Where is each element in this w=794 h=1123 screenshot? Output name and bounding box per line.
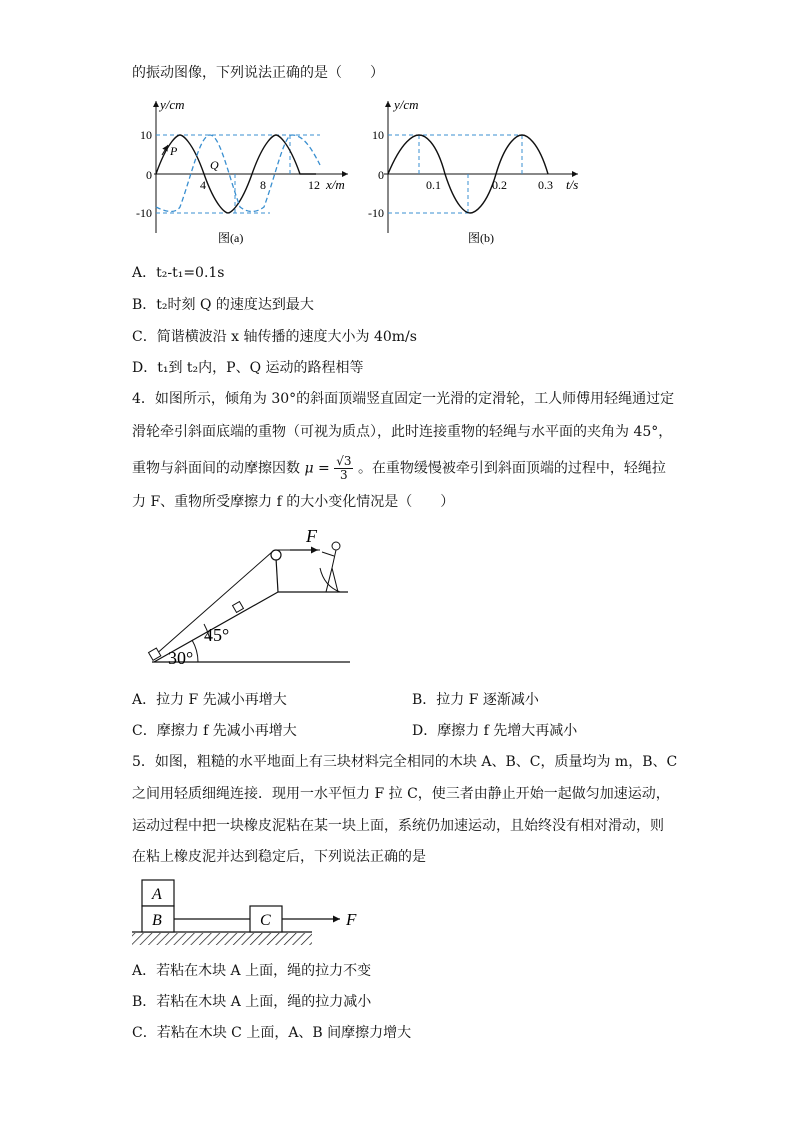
incline-pulley-figure [140, 528, 360, 673]
graph-b-ytick-neg10: -10 [368, 206, 384, 220]
graph-b-xtick-01: 0.1 [426, 178, 441, 192]
q4-line-3-pre: 重物与斜面间的动摩擦因数 [132, 460, 300, 477]
graph-a-ytick-0: 0 [146, 168, 152, 182]
graph-a-xtick-8: 8 [260, 178, 266, 192]
q5-line-4: 在粘上橡皮泥并达到稳定后，下列说法正确的是 [132, 849, 426, 865]
fraction-denominator: 3 [340, 468, 348, 482]
q4-option-a: A．拉力 F 先减小再增大 [132, 692, 287, 708]
pulley-icon [271, 550, 281, 560]
q4-line-1: 4．如图所示，倾角为 30°的斜面顶端竖直固定一光滑的定滑轮，工人师傅用轻绳通过定 [132, 391, 675, 407]
q5-line-1: 5．如图，粗糙的水平地面上有三块材料完全相同的木块 A、B、C，质量均为 m，B、C [132, 754, 678, 770]
graph-a-xtick-4: 4 [200, 178, 206, 192]
graph-b-caption: 图(b) [468, 231, 494, 245]
blocks-figure [132, 876, 372, 948]
q4-line-3: 重物与斜面间的动摩擦因数 μ = $\frac{√3}{3}$ 。在重物缓慢被牵引到斜面顶端的过程中，轻绳拉 [132, 454, 666, 482]
mu-symbol: μ [304, 460, 314, 477]
graph-a-caption: 图(a) [218, 231, 244, 245]
graph-b-x-label: t/s [566, 177, 579, 192]
q4-line-2: 滑轮牵引斜面底端的重物（可视为质点），此时连接重物的轻绳与水平面的夹角为 45°， [132, 424, 673, 440]
angle-rope-label: 45° [204, 625, 230, 645]
graph-b-xtick-02: 0.2 [492, 178, 507, 192]
wave-graph-a [136, 95, 360, 255]
angle-incline-label: 30° [168, 648, 194, 668]
graph-a-dashed-wave [156, 135, 320, 212]
q4-line-3-post: 。在重物缓慢被牵引到斜面顶端的过程中，轻绳拉 [357, 460, 666, 477]
vibration-graph-b [370, 95, 590, 255]
heavy-object [149, 648, 161, 660]
q5-line-2: 之间用轻质细绳连接．现用一水平恒力 F 拉 C，使三者由静止开始一起做匀加速运动， [132, 786, 670, 802]
q4-option-c: C．摩擦力 f 先减小再增大 [132, 723, 297, 739]
force-label-f2: F [346, 910, 357, 929]
q3-option-b: B．t₂时刻 Q 的速度达到最大 [132, 297, 314, 313]
q3-option-c: C．简谐横波沿 x 轴传播的速度大小为 40m/s [132, 329, 417, 345]
graph-b-ytick-0: 0 [378, 168, 384, 182]
graph-b-y-label: y/cm [394, 97, 419, 112]
graph-a-ytick-10: 10 [140, 128, 152, 142]
block-b-label: B [152, 912, 162, 929]
q5-option-a: A．若粘在木块 A 上面，绳的拉力不变 [132, 963, 372, 979]
q3-option-a: A．t₂-t₁=0.1s [132, 265, 225, 281]
worker-icon [320, 542, 340, 592]
graph-a-point-p: P [170, 144, 178, 158]
q5-line-3: 运动过程中把一块橡皮泥粘在某一块上面，系统仍加速运动，且始终没有相对滑动，则 [132, 818, 664, 834]
q3-option-d: D．t₁到 t₂内，P、Q 运动的路程相等 [132, 360, 364, 376]
q4-line-4: 力 F、重物所受摩擦力 f 的大小变化情况是（ ） [132, 494, 455, 510]
graph-a-y-label: y/cm [160, 97, 185, 112]
q5-option-b: B．若粘在木块 A 上面，绳的拉力减小 [132, 994, 372, 1010]
graph-a-x-label: x/m [326, 177, 345, 192]
graph-a-ytick-neg10: -10 [136, 206, 152, 220]
q5-option-c: C．若粘在木块 C 上面，A、B 间摩擦力增大 [132, 1025, 412, 1041]
q4-option-b: B．拉力 F 逐渐减小 [412, 692, 539, 708]
block-a-label: A [152, 886, 162, 903]
block-c-label: C [260, 912, 271, 929]
graph-a-xtick-12: 12 [308, 178, 320, 192]
fraction [334, 455, 353, 482]
q4-option-d: D．摩擦力 f 先增大再减小 [412, 723, 578, 739]
q3-stem-tail: 的振动图像，下列说法正确的是（ ） [132, 65, 384, 81]
graph-b-xtick-03: 0.3 [538, 178, 553, 192]
force-label-f: F [306, 526, 317, 546]
fraction-numerator: √3 [336, 454, 352, 468]
graph-b-ytick-10: 10 [372, 128, 384, 142]
graph-a-point-q: Q [210, 158, 219, 172]
